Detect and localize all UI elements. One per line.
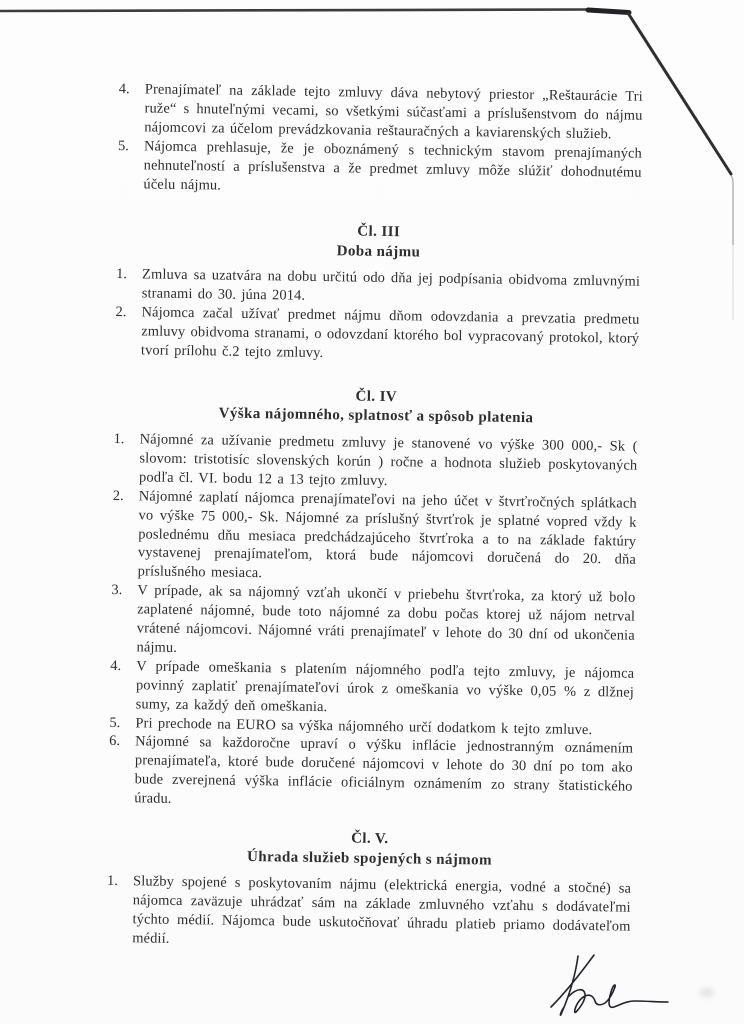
- item-text: Nájomné zaplatí nájomca prenajímateľovi na jeho účet v štvrťročných splátkach vo výške 75 000,- Sk. Nájomné za príslušný štvrťrok je splatné vopred vždy k poslednému dňu mesiaca predchádzajúceho štvrťroka a to na základe faktúry vystavenej prenajímateľom, ktorá bude nájomcovi doručená do 20. dňa príslušného mesiaca.: [137, 488, 637, 582]
- list-item: [110, 581, 635, 664]
- document-content: [106, 80, 643, 955]
- article-subheading: Výška nájomného, splatnosť a spôsob platenia: [218, 405, 534, 427]
- item-text: V prípade, ak sa nájomný vzťah ukončí v priebehu štvrťroka, za ktorý už bolo zaplatené nájomné, bude toto nájomné za dobu počas ktorej už nájom netrval vrátené nájomcovi. Nájomné vráti prenajímateľ v lehote do 30 dní od ukončenia nájmu.: [136, 582, 636, 656]
- article-subheading: Úhrada služieb spojených s nájmom: [246, 848, 493, 869]
- item-number: 5.: [117, 137, 129, 154]
- article-heading: Čl. V.: [351, 830, 389, 848]
- article-list: [115, 265, 640, 367]
- item-number: 1.: [113, 430, 125, 448]
- article-subheading: Doba nájmu: [336, 243, 421, 261]
- list-item: [106, 872, 631, 955]
- list-item: [115, 303, 640, 367]
- article-3: [115, 219, 641, 367]
- intro-list: [117, 80, 643, 201]
- item-text: Služby spojené s poskytovaním nájmu (elektrická energia, vodné a stočné) sa nájomca zaväzuje uhrádzať sám na základe zmluvného vzťahu s dodávateľmi týchto médií. Nájomca bude uskutočňovať úhradu platieb priamo dodávateľom médií.: [132, 873, 632, 947]
- list-item: [112, 487, 637, 589]
- article-5: [106, 826, 632, 955]
- item-number: 2.: [112, 487, 124, 504]
- item-text: Nájomné za užívanie predmetu zmluvy je stanovené vo výške 300 000,- Sk ( slovom: tristotisíc slovenských korún ) ročne a hodnota služieb poskytovaných podľa čl. VI. bodu 12 a 13 tejto zmluvy.: [138, 431, 638, 489]
- list-item: [110, 657, 635, 721]
- item-number: 1.: [106, 873, 119, 890]
- article-heading: Čl. III: [357, 223, 401, 241]
- item-text: V prípade omeškania s platením nájomného podľa tejto zmluvy, je nájomca povinný zaplatiť prenajímateľovi úrok z omeškania vo výške 0,05 % z dlžnej sumy, za každý deň omeškania.: [135, 658, 635, 715]
- item-number: 6.: [109, 733, 121, 750]
- item-text: Zmluva sa uzatvára na dobu určitú odo dňa jej podpísania obidvoma zmluvnými stranami do 30. júna 2014.: [141, 266, 641, 305]
- scan-smudge: [700, 988, 714, 997]
- item-text: Nájomca začal užívať predmet nájmu dňom odovzdania a prevzatia predmetu zmluvy obidvoma stranami, o odovzdaní ktorého bol vypracovaný protokol, ktorý tvorí prílohu č.2 tejto zmluvy.: [140, 304, 640, 362]
- item-text: Nájomca prehlasuje, že je oboznámený s technickým stavom prenajímaných nehnuteľností a príslušenstva a že predmet zmluvy môže slúžiť dohodnutému účelu nájmu.: [143, 138, 643, 194]
- item-number: 3.: [111, 582, 123, 599]
- item-number: 5.: [109, 714, 121, 731]
- article-list: [106, 872, 631, 955]
- item-text: Prenajímateľ na základe tejto zmluvy dáva nebytový priestor „Reštaurácie Tri ruže“ s hnuteľnými vecami, so všetkými súčasťami a príslušenstvom do nájmu nájomcovi za účelom prevádzkovania reštauračných a kaviarenských služieb.: [144, 81, 643, 143]
- item-number: 2.: [115, 304, 127, 321]
- article-list: [108, 430, 638, 816]
- article-heading: Čl. IV: [355, 388, 398, 406]
- item-text: Pri prechode na EURO sa výška nájomného určí dodatkom k tejto zmluve.: [135, 714, 593, 738]
- item-text: Nájomné sa každoročne upraví o výšku inflácie jednostranným oznámením prenajímateľa, ktoré bude doručené nájomcovi v lehote do 30 dní po tom ako bude zverejnená výška inflácie oficiálnym oznámením zo strany štatistického úradu.: [134, 733, 634, 808]
- list-item: [113, 430, 638, 494]
- item-number: 4.: [110, 657, 122, 674]
- list-item: [118, 80, 643, 144]
- list-item: [108, 732, 633, 815]
- list-item: [117, 137, 642, 201]
- handwritten-signature: [548, 950, 744, 1024]
- item-number: 4.: [118, 80, 130, 98]
- article-4: [108, 384, 638, 816]
- item-number: 1.: [115, 266, 128, 283]
